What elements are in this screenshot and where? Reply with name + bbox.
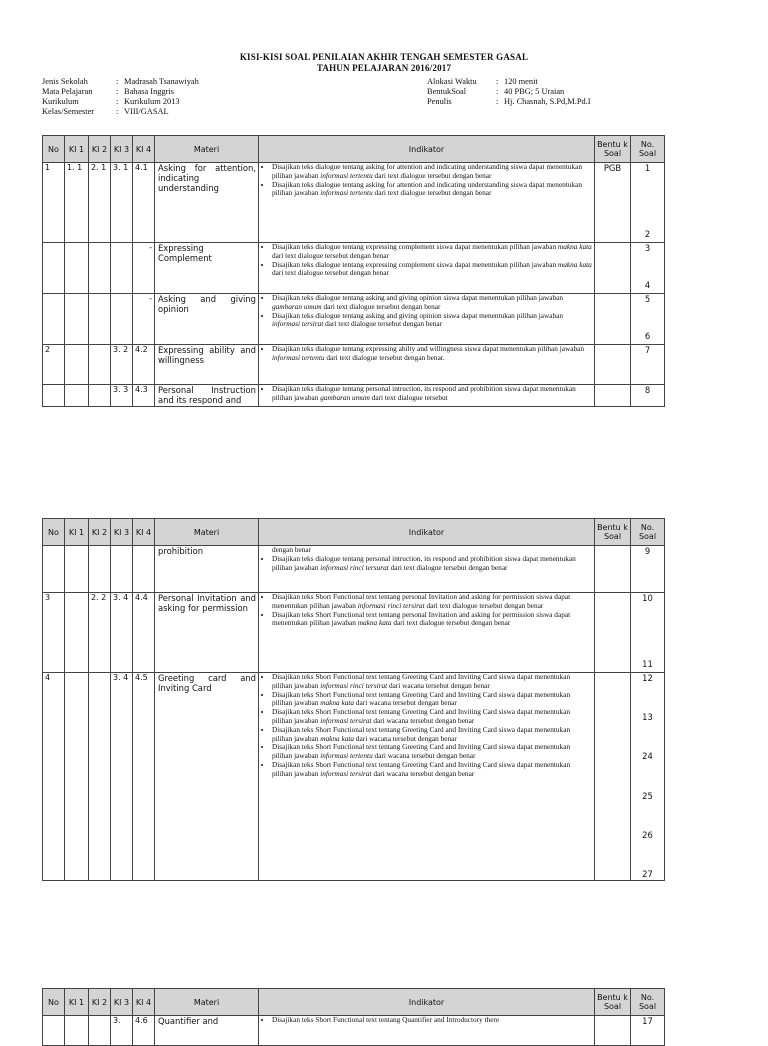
- column-header-nosoal: No. Soal: [631, 989, 665, 1016]
- indikator-item: [272, 1016, 592, 1025]
- no-cell: [43, 385, 65, 407]
- ki2-cell: [89, 294, 111, 345]
- column-header-ki3: KI 3: [111, 989, 133, 1016]
- indikator-cell: [259, 163, 595, 243]
- table-row: [43, 673, 665, 881]
- indikator-keyword: informasi tertentu: [320, 170, 373, 180]
- indikator-text: dari text dialogue tersebut dengan benar.: [324, 352, 445, 362]
- ki4-cell: -: [133, 294, 155, 345]
- ki1-cell: [65, 243, 89, 294]
- ki4-cell: 4.4: [133, 593, 155, 673]
- indikator-keyword: informasi tertentu: [272, 352, 325, 362]
- no-soal-cell: [631, 546, 665, 593]
- meta-row: Alokasi Waktu : 120 menit: [427, 77, 538, 86]
- indikator-cell: [259, 294, 595, 345]
- ki3-cell: [111, 294, 133, 345]
- table-header-row: [43, 136, 665, 163]
- indikator-text: dari text dialogue tersebut dengan benar: [272, 268, 389, 278]
- no-soal-cell: [631, 163, 665, 243]
- indikator-text: Disajikan teks dialogue tentang asking and giving opinion siswa dapat menentukan pilihan jawaban: [272, 293, 563, 302]
- ki4-cell: 4.5: [133, 673, 155, 881]
- soal-number: 25: [642, 790, 653, 801]
- column-header-ki3: KI 3: [111, 136, 133, 163]
- bentuk-soal-cell: [595, 345, 631, 385]
- meta-value: Kurikulum 2013: [124, 97, 180, 106]
- indikator-text: dari wacana tersebut dengan benar: [387, 680, 490, 690]
- meta-key: Mata Pelajaran: [42, 87, 93, 96]
- column-header-ki2: KI 2: [89, 519, 111, 546]
- table-row: [43, 243, 665, 294]
- ki2-cell: [89, 546, 111, 593]
- ki1-cell: [65, 385, 89, 407]
- indikator-cell: [259, 1016, 595, 1046]
- indikator-item: [272, 761, 592, 779]
- table-header-row: [43, 989, 665, 1016]
- indikator-text: Disajikan teks dialogue tentang asking and giving opinion siswa dapat menentukan pilihan jawaban: [272, 310, 563, 320]
- no-cell: 4: [43, 673, 65, 881]
- ki1-cell: [65, 546, 89, 593]
- ki3-cell: 3. 4: [111, 673, 133, 881]
- indikator-keyword: makna kata: [557, 242, 592, 251]
- indikator-keyword: gambaran umum: [320, 392, 370, 402]
- meta-value: Hj. Chasnah, S.Pd,M.Pd.I: [504, 97, 591, 106]
- column-header-no: No: [43, 519, 65, 546]
- bentuk-soal-cell: [595, 673, 631, 881]
- indikator-text: Disajikan teks dialogue tentang asking for attention and indicating understanding siswa dapat menentukan pilihan jawaban: [272, 179, 583, 198]
- ki3-cell: 3. 3: [111, 385, 133, 407]
- table-row: [43, 385, 665, 407]
- indikator-continuation: dengan benar: [272, 545, 312, 554]
- soal-number: 6: [644, 331, 651, 341]
- indikator-item: [272, 691, 592, 709]
- indikator-item: [272, 345, 592, 363]
- ki2-cell: [89, 673, 111, 881]
- column-header-ki4: KI 4: [133, 989, 155, 1016]
- indikator-keyword: makna kata: [557, 259, 592, 269]
- indikator-item: [272, 555, 592, 573]
- column-header-ki3: KI 3: [111, 519, 133, 546]
- materi-cell: Greeting card and Inviting Card: [155, 673, 259, 881]
- materi-cell: prohibition: [155, 546, 259, 593]
- no-cell: 3: [43, 593, 65, 673]
- no-soal-cell: [631, 243, 665, 294]
- indikator-text: Disajikan teks dialogue tentang expressing complement siswa dapat menentukan pilihan jawaban: [272, 242, 558, 251]
- indikator-text: dari text dialogue tersebut dengan benar: [272, 250, 389, 260]
- ki2-cell: [89, 1016, 111, 1046]
- indikator-item: [272, 743, 592, 761]
- column-header-ki2: KI 2: [89, 136, 111, 163]
- column-header-indikator: Indikator: [259, 519, 595, 546]
- indikator-keyword: makna kata: [320, 733, 355, 743]
- indikator-item: [272, 294, 592, 312]
- ki2-cell: 2. 1: [89, 163, 111, 243]
- indikator-item: [272, 708, 592, 726]
- column-header-indikator: Indikator: [259, 989, 595, 1016]
- ki2-cell: [89, 385, 111, 407]
- materi-cell: Personal Invitation and asking for permission: [155, 593, 259, 673]
- kisi-table-3: [42, 988, 665, 1046]
- indikator-item: [272, 611, 592, 629]
- indikator-keyword: makna kata: [357, 618, 392, 628]
- no-soal-cell: [631, 593, 665, 673]
- column-header-indikator: Indikator: [259, 136, 595, 163]
- indikator-text: Disajikan teks Short Functional text tentang Greeting Card and Inviting Card siswa dapat menentukan pilihan jawaban: [272, 707, 571, 725]
- bentuk-soal-cell: [595, 546, 631, 593]
- indikator-item: [272, 181, 592, 199]
- indikator-text: Disajikan teks Short Functional text tentang Quantifier and Introductory there: [272, 1015, 500, 1024]
- no-cell: [43, 1016, 65, 1046]
- indikator-text: dari wacana tersebut dengan benar: [372, 751, 476, 761]
- indikator-text: Disajikan teks Short Functional text tentang Greeting Card and Inviting Card siswa dapat menentukan pilihan jawaban: [272, 672, 571, 690]
- column-header-no: No: [43, 136, 65, 163]
- column-header-bentuk: Bentu k Soal: [595, 989, 631, 1016]
- meta-key: Alokasi Waktu: [427, 77, 477, 86]
- soal-number: 10: [642, 593, 653, 603]
- no-soal-cell: [631, 673, 665, 881]
- indikator-item: [272, 385, 592, 403]
- ki2-cell: [89, 345, 111, 385]
- table-row: [43, 345, 665, 385]
- ki1-cell: [65, 593, 89, 673]
- bentuk-soal-cell: [595, 294, 631, 345]
- no-soal-cell: [631, 385, 665, 407]
- meta-value: VIII/GASAL: [124, 107, 169, 116]
- indikator-item: [272, 163, 592, 181]
- indikator-text: dari text dialogue tersebut dengan benar: [424, 600, 544, 610]
- indikator-item: [272, 243, 592, 261]
- column-header-no: No: [43, 989, 65, 1016]
- column-header-nosoal: No. Soal: [631, 136, 665, 163]
- bentuk-soal-cell: PGB: [595, 163, 631, 243]
- ki4-cell: 4.6: [133, 1016, 155, 1046]
- indikator-text: Disajikan teks Short Functional text tentang Greeting Card and Inviting Card siswa dapat menentukan pilihan jawaban: [272, 742, 571, 761]
- table-row: [43, 546, 665, 593]
- indikator-cell: [259, 243, 595, 294]
- indikator-keyword: informasi tersirat: [320, 768, 372, 778]
- indikator-item: [272, 673, 592, 691]
- meta-value: 40 PBG; 5 Uraian: [504, 87, 565, 96]
- meta-left: [42, 77, 199, 117]
- bentuk-soal-cell: [595, 243, 631, 294]
- document-title: KISI-KISI SOAL PENILAIAN AKHIR TENGAH SEMESTER GASAL: [239, 52, 529, 62]
- meta-value: Madrasah Tsanawiyah: [124, 77, 199, 86]
- column-header-ki1: KI 1: [65, 519, 89, 546]
- ki1-cell: [65, 294, 89, 345]
- column-header-ki1: KI 1: [65, 136, 89, 163]
- ki4-cell: -: [133, 243, 155, 294]
- indikator-text: Disajikan teks Short Functional text tentang Greeting Card and Inviting Card siswa dapat menentukan pilihan jawaban: [272, 689, 571, 708]
- indikator-text: Disajikan teks Short Functional text tentang Greeting Card and Inviting Card siswa dapat menentukan pilihan jawaban: [272, 759, 571, 778]
- column-header-ki2: KI 2: [89, 989, 111, 1016]
- indikator-text: dari wacana tersebut dengan benar: [371, 768, 475, 778]
- indikator-cell: [259, 673, 595, 881]
- soal-number: 7: [644, 345, 651, 355]
- ki4-cell: [133, 546, 155, 593]
- meta-row: Penulis : Hj. Chasnah, S.Pd,M.Pd.I: [427, 97, 591, 106]
- soal-number: 13: [642, 712, 653, 723]
- indikator-text: Disajikan teks Short Functional text tentang personal Invitation and asking for permission siswa dapat menentukan pilihan jawaban: [272, 592, 571, 610]
- indikator-item: [272, 261, 592, 279]
- meta-row: Kelas/Semester : VIII/GASAL: [42, 107, 169, 116]
- table-row: [43, 163, 665, 243]
- soal-number: 12: [642, 673, 653, 683]
- indikator-keyword: informasi tertentu: [320, 188, 373, 198]
- ki2-cell: 2. 2: [89, 593, 111, 673]
- bentuk-soal-cell: [595, 593, 631, 673]
- soal-number: 2: [644, 229, 651, 239]
- indikator-cell: [259, 546, 595, 593]
- kisi-table-1: [42, 135, 665, 407]
- indikator-text: dari text dialogue tersebut dengan benar: [372, 188, 492, 198]
- indikator-text: dari text dialogue tersebut dengan benar: [321, 301, 441, 311]
- indikator-keyword: gambaran umum: [272, 301, 322, 311]
- meta-key: Kurikulum: [42, 97, 79, 106]
- soal-number: 4: [644, 280, 651, 290]
- indikator-text: Disajikan teks dialogue tentang personal intruction, its respond and prohibition siswa dapat menentukan pilihan jawaban: [272, 384, 576, 402]
- table-row: [43, 593, 665, 673]
- ki1-cell: [65, 1016, 89, 1046]
- indikator-text: dari text dialogue tersebut dengan benar: [323, 319, 443, 329]
- indikator-text: Disajikan teks dialogue tentang personal intruction, its respond and prohibition siswa dapat menentukan pilihan jawaban: [272, 553, 576, 572]
- ki4-cell: 4.2: [133, 345, 155, 385]
- soal-number: 9: [644, 546, 651, 556]
- soal-number: 17: [642, 1016, 653, 1026]
- materi-cell: Asking and giving opinion: [155, 294, 259, 345]
- column-header-ki4: KI 4: [133, 136, 155, 163]
- ki3-cell: [111, 546, 133, 593]
- column-header-ki1: KI 1: [65, 989, 89, 1016]
- no-cell: [43, 243, 65, 294]
- indikator-cell: [259, 593, 595, 673]
- no-soal-cell: [631, 345, 665, 385]
- indikator-text: dari text dialogue tersebut dengan benar: [372, 170, 492, 180]
- materi-cell: Expressing Complement: [155, 243, 259, 294]
- materi-cell: Personal Instruction and its respond and: [155, 385, 259, 407]
- column-header-materi: Materi: [155, 136, 259, 163]
- column-header-materi: Materi: [155, 989, 259, 1016]
- soal-number: 26: [642, 829, 653, 840]
- meta-right: [427, 77, 591, 107]
- column-header-materi: Materi: [155, 519, 259, 546]
- meta-row: BentukSoal : 40 PBG; 5 Uraian: [427, 87, 565, 96]
- indikator-keyword: informasi tersirat: [272, 319, 324, 329]
- indikator-item: [272, 312, 592, 330]
- ki1-cell: 1. 1: [65, 163, 89, 243]
- table-row: [43, 1016, 665, 1046]
- meta-row: Jenis Sekolah : Madrasah Tsanawiyah: [42, 77, 199, 86]
- indikator-keyword: informasi tersirat: [320, 715, 372, 725]
- soal-number: 8: [644, 385, 651, 395]
- indikator-keyword: informasi rinci tersirat: [320, 680, 388, 690]
- soal-number: 3: [644, 243, 651, 253]
- ki4-cell: 4.1: [133, 163, 155, 243]
- no-soal-cell: [631, 1016, 665, 1046]
- indikator-text: dari wacana tersebut dengan benar: [371, 715, 475, 725]
- no-cell: [43, 294, 65, 345]
- meta-value: Bahasa Inggris: [124, 87, 175, 96]
- indikator-keyword: informasi rinci tersurat: [320, 562, 389, 572]
- indikator-text: dari text dialogue tersebut dengan benar: [388, 562, 508, 572]
- ki1-cell: [65, 345, 89, 385]
- indikator-keyword: makna kata: [320, 698, 355, 708]
- table-header-row: [43, 519, 665, 546]
- bentuk-soal-cell: [595, 385, 631, 407]
- ki4-cell: 4.3: [133, 385, 155, 407]
- meta-key: Kelas/Semester: [42, 107, 95, 116]
- indikator-keyword: informasi rinci tersirat: [357, 600, 425, 610]
- meta-row: Mata Pelajaran : Bahasa Inggris: [42, 87, 175, 96]
- meta-key: Jenis Sekolah: [42, 77, 88, 86]
- column-header-bentuk: Bentu k Soal: [595, 136, 631, 163]
- bentuk-soal-cell: [595, 1016, 631, 1046]
- soal-number: 5: [644, 294, 651, 304]
- ki3-cell: 3. 4: [111, 593, 133, 673]
- ki2-cell: [89, 243, 111, 294]
- kisi-table-2: [42, 518, 665, 881]
- materi-cell: Expressing ability and willingness: [155, 345, 259, 385]
- ki3-cell: 3. 2: [111, 345, 133, 385]
- no-cell: 1: [43, 163, 65, 243]
- indikator-text: dari wacana tersebut dengan benar: [354, 698, 457, 708]
- indikator-cell: [259, 345, 595, 385]
- indikator-text: dari text dialogue tersebut: [369, 392, 448, 402]
- indikator-text: Disajikan teks Short Functional text tentang personal Invitation and asking for permission siswa dapat menentukan pilihan jawaban: [272, 609, 571, 628]
- indikator-cell: [259, 385, 595, 407]
- meta-key: BentukSoal: [427, 87, 467, 96]
- table-row: [43, 294, 665, 345]
- ki1-cell: [65, 673, 89, 881]
- indikator-text: Disajikan teks Short Functional text tentang Greeting Card and Inviting Card siswa dapat menentukan pilihan jawaban: [272, 724, 571, 743]
- ki3-cell: [111, 243, 133, 294]
- no-cell: 2: [43, 345, 65, 385]
- indikator-text: Disajikan teks dialogue tentang expressing abilty and willingness siswa dapat menentukan pilihan jawaban: [272, 344, 585, 353]
- materi-cell: Quantifier and: [155, 1016, 259, 1046]
- soal-number: 11: [642, 659, 653, 669]
- indikator-item: [272, 726, 592, 744]
- no-cell: [43, 546, 65, 593]
- document-subtitle: TAHUN PELAJARAN 2016/2017: [316, 63, 452, 73]
- column-header-nosoal: No. Soal: [631, 519, 665, 546]
- column-header-ki4: KI 4: [133, 519, 155, 546]
- column-header-bentuk: Bentu k Soal: [595, 519, 631, 546]
- soal-number: 1: [644, 163, 651, 173]
- meta-value: 120 menit: [504, 77, 538, 86]
- indikator-text: Disajikan teks dialogue tentang expressing complement siswa dapat menentukan pilihan jawaban: [272, 259, 558, 269]
- ki3-cell: 3.: [111, 1016, 133, 1046]
- meta-row: Kurikulum : Kurikulum 2013: [42, 97, 180, 106]
- indikator-text: Disajikan teks dialogue tentang asking for attention and indicating understanding siswa dapat menentukan pilihan jawaban: [272, 162, 583, 180]
- indikator-item: [272, 593, 592, 611]
- meta-key: Penulis: [427, 97, 452, 106]
- no-soal-cell: [631, 294, 665, 345]
- ki3-cell: 3. 1: [111, 163, 133, 243]
- materi-cell: Asking for attention, indicating understanding: [155, 163, 259, 243]
- indikator-text: dari text dialogue tersebut dengan benar: [391, 618, 511, 628]
- soal-number: 27: [642, 868, 653, 879]
- indikator-text: dari wacana tersebut dengan benar: [354, 733, 457, 743]
- indikator-keyword: informasi tertentu: [320, 751, 373, 761]
- soal-number: 24: [642, 751, 653, 762]
